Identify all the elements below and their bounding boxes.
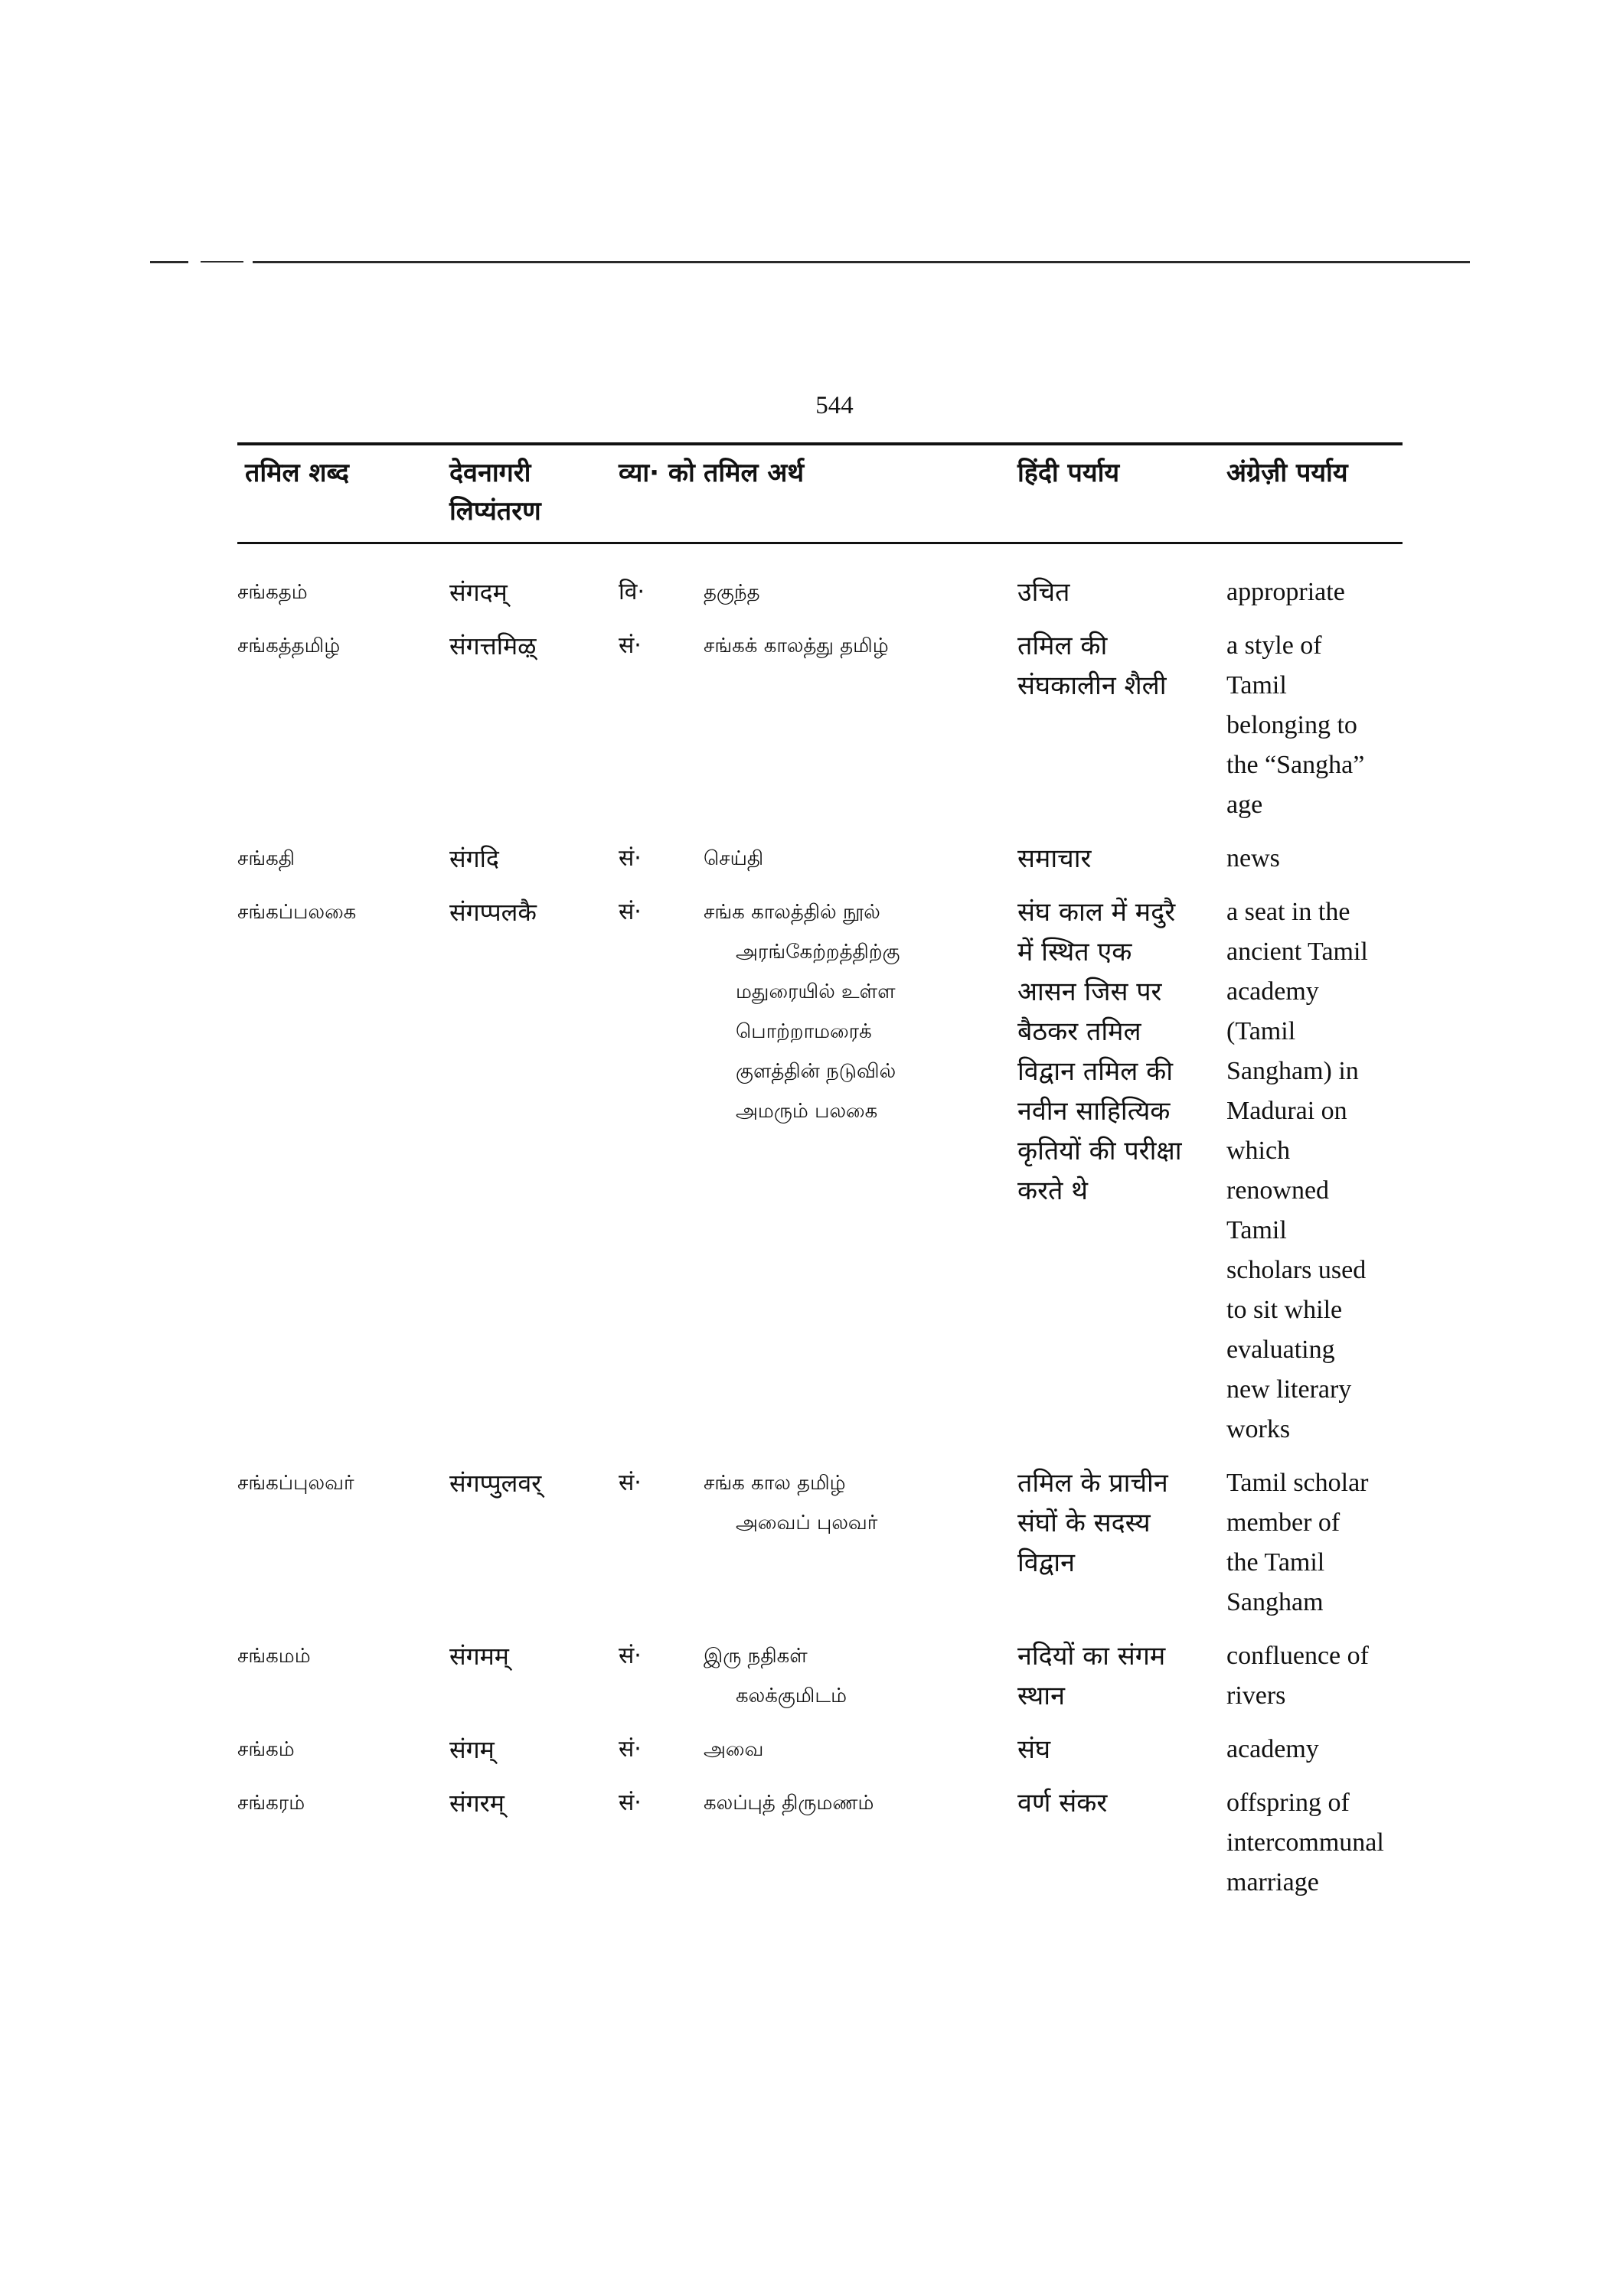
hindi-equivalent: उचित <box>1017 577 1070 608</box>
grammar-tag: सं· <box>619 1642 642 1669</box>
hindi-equivalent: समाचार <box>1017 843 1092 874</box>
grammar-tag: सं· <box>619 632 642 659</box>
header-tamil-meaning: तमिल अर्थ <box>704 458 805 488</box>
tamil-word: சங்கதி <box>237 847 296 870</box>
english-equivalent: a style of Tamil belonging to the “Sangha” age <box>1226 631 1365 819</box>
tamil-word: சங்கம் <box>237 1738 295 1761</box>
english-equivalent: academy <box>1226 1735 1319 1763</box>
tamil-meaning-line: தகுந்த <box>704 581 760 604</box>
tamil-meaning <box>704 542 1017 626</box>
hindi-equivalent: तमिल के प्राचीन संघों के सदस्य विद्वान <box>1017 1468 1168 1578</box>
devanagari-transliteration: संगदम् <box>449 578 508 607</box>
devanagari-transliteration: संगप्पलकै <box>449 898 537 927</box>
tamil-meaning-line: இரு நதிகள் <box>704 1645 808 1668</box>
grammar-tag: वि· <box>619 579 645 605</box>
hindi-equivalent: वर्ण संकर <box>1017 1788 1108 1818</box>
tamil-meaning <box>704 1783 1017 1916</box>
devanagari-transliteration: संगमम् <box>449 1642 509 1671</box>
tamil-meaning-line: அவைப் புலவர் <box>736 1512 878 1534</box>
header-tamil-word: तमिल शब्द <box>245 458 349 488</box>
tamil-meaning-line: கலக்குமிடம் <box>736 1684 847 1707</box>
tamil-meaning-line: குளத்தின் நடுவில் <box>736 1060 896 1083</box>
tamil-meaning-line: மதுரையில் உள்ள <box>736 980 896 1003</box>
tamil-meaning-line: அரங்கேற்றத்திற்கு <box>736 941 900 964</box>
table-row <box>237 1636 1403 1730</box>
tamil-meaning-line: சங்க காலத்தில் நூல் <box>704 901 880 924</box>
tamil-meaning <box>704 1463 1017 1636</box>
page-number: 544 <box>815 392 854 419</box>
tamil-meaning <box>704 839 1017 892</box>
english-equivalent: offspring of intercommunal marriage <box>1226 1789 1384 1896</box>
tamil-meaning <box>704 626 1017 839</box>
dictionary-table <box>237 448 1403 1916</box>
hindi-equivalent: संघ काल में मदुरै में स्थित एक आसन जिस पर बैठकर तमिल विद्वान तमिल की नवीन साहित्यिक कृतियों की परीक्षा करते थे <box>1017 897 1182 1206</box>
devanagari-transliteration: संगप्पुलवर् <box>449 1469 542 1498</box>
hindi-equivalent: तमिल की संघकालीन शैली <box>1017 631 1167 701</box>
grammar-tag: सं· <box>619 845 642 872</box>
scan-border-line <box>201 261 243 263</box>
tamil-word: சங்கமம் <box>237 1645 311 1668</box>
tamil-word: சங்கரம் <box>237 1792 305 1815</box>
tamil-word: சங்கப்பலகை <box>237 901 357 924</box>
devanagari-transliteration: संगत्तमिऴ् <box>449 631 537 660</box>
tamil-meaning <box>704 1730 1017 1783</box>
header-hindi: हिंदी पर्याय <box>1017 458 1120 488</box>
hindi-equivalent: नदियों का संगम स्थान <box>1017 1641 1166 1711</box>
header-devanagari: देवनागरी लिप्यंतरण <box>449 458 541 527</box>
table-row <box>237 892 1403 1463</box>
grammar-tag: सं· <box>619 1736 642 1763</box>
tamil-meaning-line: பொற்றாமரைக் <box>736 1020 872 1043</box>
table-row <box>237 1783 1403 1916</box>
tamil-meaning-line: அவை <box>704 1738 764 1761</box>
tamil-word: சங்கத்தமிழ் <box>237 634 341 657</box>
devanagari-transliteration: संगम् <box>449 1735 495 1764</box>
grammar-tag: सं· <box>619 1789 642 1816</box>
english-equivalent: news <box>1226 844 1280 872</box>
grammar-tag: सं· <box>619 899 642 925</box>
table-row <box>237 1463 1403 1636</box>
scan-border-line <box>253 261 1470 263</box>
english-equivalent: a seat in the ancient Tamil academy (Tamil Sangham) in Madurai on which renowned Tamil scholars used to sit while evaluating new literary works <box>1226 898 1368 1443</box>
tamil-word: சங்கதம் <box>237 581 308 604</box>
header-english: अंग्रेज़ी पर्याय <box>1226 458 1348 488</box>
scan-border-line <box>150 261 188 263</box>
tamil-meaning-line: அமரும் பலகை <box>736 1100 878 1123</box>
tamil-meaning-line: சங்க கால தமிழ் <box>704 1472 846 1495</box>
hindi-equivalent: संघ <box>1017 1734 1051 1765</box>
table-top-rule <box>237 442 1403 445</box>
devanagari-transliteration: संगरम् <box>449 1789 505 1818</box>
tamil-meaning-line: செய்தி <box>704 847 764 870</box>
tamil-meaning-line: சங்கக் காலத்து தமிழ் <box>704 634 889 657</box>
table-header-row <box>237 448 1403 542</box>
devanagari-transliteration: संगदि <box>449 844 499 873</box>
english-equivalent: Tamil scholar member of the Tamil Sangham <box>1226 1469 1369 1616</box>
tamil-meaning <box>704 892 1017 1463</box>
dictionary-entries <box>237 542 1403 1916</box>
tamil-word: சங்கப்புலவர் <box>237 1472 354 1495</box>
tamil-meaning <box>704 1636 1017 1730</box>
grammar-tag: सं· <box>619 1469 642 1496</box>
table-row <box>237 626 1403 839</box>
english-equivalent: confluence of rivers <box>1226 1642 1369 1710</box>
table-row <box>237 542 1403 626</box>
table-row <box>237 839 1403 892</box>
table-row <box>237 1730 1403 1783</box>
header-grammar: व्या· को <box>619 458 695 488</box>
tamil-meaning-line: கலப்புத் திருமணம் <box>704 1792 874 1815</box>
english-equivalent: appropriate <box>1226 578 1345 606</box>
